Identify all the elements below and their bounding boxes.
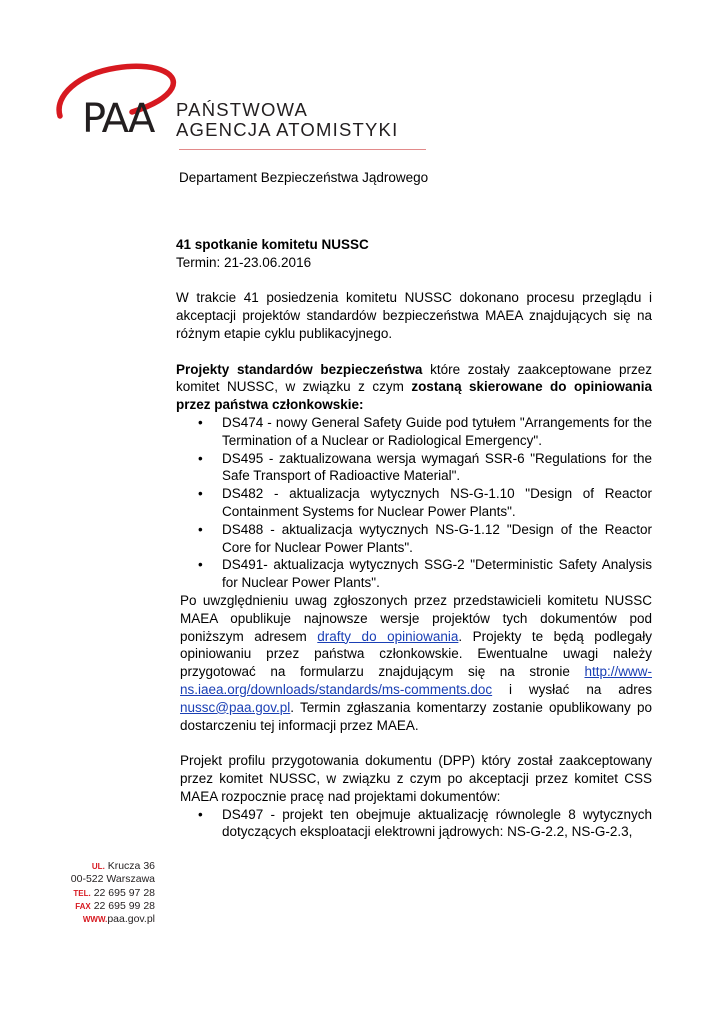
list-item: • DS497 - projekt ten obejmuje aktualizację równolegle 8 wytycznych dotyczących eksploatacji elektrowni jądrowych: NS-G-2.2, NS-G-2.3, xyxy=(198,806,652,840)
intro-paragraph: W trakcie 41 posiedzenia komitetu NUSSC dokonano procesu przeglądu i akceptacji projektów standardów bezpieczeństwa MAEA znajdujących się na różnym etapie cyklu publikacyjnego. xyxy=(176,290,652,341)
comments-paragraph: Po uwzględnieniu uwag zgłoszonych przez przedstawicieli komitetu NUSSC MAEA opublikuje najnowsze wersje projektów tych dokumentów pod poniższym adresem drafty do opiniowania. Projekty te będą podlegały opiniowaniu przez państwa członkowskie. Ewentualne uwagi należy przygotować na formularzu znajdującym się na stronie http://www-ns.iaea.org/downloads/standards/ms-comments.doc i wysłać na adres nussc@paa.gov.pl. Termin zgłaszania komentarzy zostanie opublikowany po dostarczeniu tej informacji przez MAEA. xyxy=(180,592,652,733)
comments-form-link[interactable]: http://www-ns.iaea.org/downloads/standards/ms-comments.doc xyxy=(180,664,652,697)
agency-name-line1: PAŃSTWOWA xyxy=(176,99,309,120)
list-item: • DS482 - aktualizacja wytycznych NS-G-1.10 "Design of Reactor Containment Systems for Nuclear Power Plants". xyxy=(198,486,652,519)
dpp-list xyxy=(176,806,652,842)
department-name: Departament Bezpieczeństwa Jądrowego xyxy=(179,170,429,185)
footer-fax: FAX 22 695 99 28 xyxy=(75,899,155,912)
doc-title: 41 spotkanie komitetu NUSSC xyxy=(176,237,369,252)
list-item: • DS488 - aktualizacja wytycznych NS-G-1.12 "Design of the Reactor Core for Nuclear Power Plants". xyxy=(198,521,652,555)
paa-logo-icon xyxy=(52,62,182,144)
document-body xyxy=(176,236,652,841)
logo-text: PAA xyxy=(82,96,154,142)
email-link[interactable]: nussc@paa.gov.pl xyxy=(180,699,291,715)
footer-street: UL. Krucza 36 xyxy=(91,860,155,872)
list-item: • DS474 - nowy General Safety Guide pod tytułem "Arrangements for the Termination of a Nuclear or Radiological Emergency". xyxy=(198,414,652,448)
footer-city: 00-522 Warszawa xyxy=(70,873,155,886)
list-item: • DS495 - zaktualizowana wersja wymagań SSR-6 "Regulations for the Safe Transport of Radioactive Material". xyxy=(198,450,652,484)
section1-intro: Projekty standardów bezpieczeństwa które zostały zaakceptowane przez komitet NUSSC, w związku z czym zostaną skierowane do opiniowania przez państwa członkowskie: xyxy=(176,361,653,413)
footer-tel: TEL. 22 695 97 28 xyxy=(73,886,155,899)
footer-www: WWW.paa.gov.pl xyxy=(82,913,155,926)
agency-name-line2: AGENCJA ATOMISTYKI xyxy=(176,119,399,140)
footer-address xyxy=(71,860,155,926)
header-divider xyxy=(179,149,426,150)
accepted-drafts-list xyxy=(176,414,652,592)
section2-paragraph: Projekt profilu przygotowania dokumentu (DPP) który został zaakceptowany przez komitet NUSSC, w związku z czym po akceptacji przez komitet CSS MAEA rozpocznie pracę nad projektami dokumentów: xyxy=(180,753,652,804)
doc-term: Termin: 21-23.06.2016 xyxy=(176,254,312,270)
drafts-link[interactable]: drafty do opiniowania xyxy=(317,628,459,644)
list-item: • DS491- aktualizacja wytycznych SSG-2 "Deterministic Safety Analysis for Nuclear Power Plants". xyxy=(198,557,652,591)
